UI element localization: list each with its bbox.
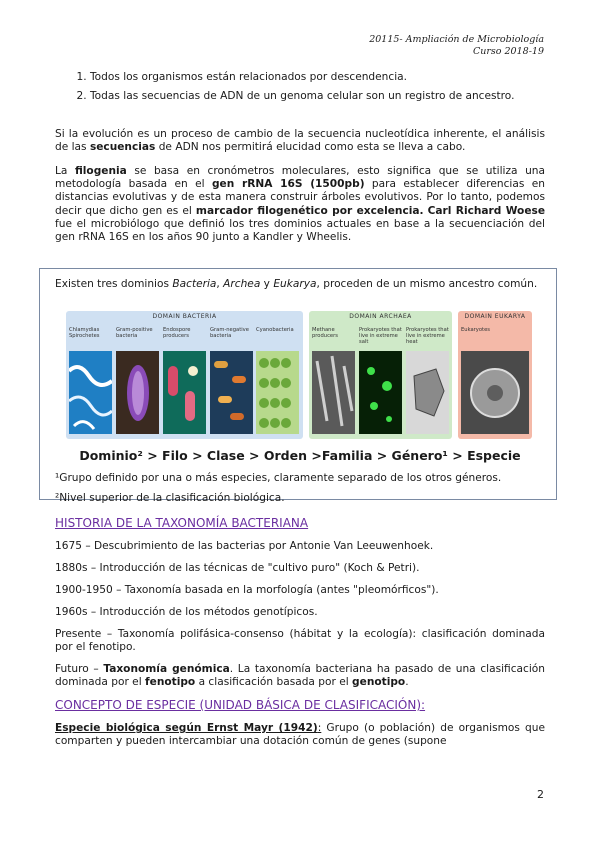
numbered-list — [55, 71, 545, 109]
eukaryote-micrograph — [461, 351, 529, 434]
paragraph-sequences — [55, 128, 545, 154]
extreme-heat-micrograph — [406, 351, 449, 434]
italic-run: Archea — [223, 278, 261, 290]
section-title-concepto: CONCEPTO DE ESPECIE (UNIDAD BÁSICA DE CLASIFICACIÓN): — [55, 698, 426, 712]
domains-intro — [55, 278, 545, 291]
archaea-label: Prokaryotes that live in extreme heat — [406, 327, 449, 345]
bold-run: Taxonomía genómica — [103, 663, 230, 675]
taxonomy-hierarchy: Dominio² > Filo > Clase > Orden >Familia > Género¹ > Especie — [79, 448, 521, 463]
text-run: , proceden de un mismo ancestro común. — [316, 278, 538, 290]
bold-run: marcador filogenético por excelencia. — [195, 204, 424, 217]
domain-eukarya-panel — [458, 311, 532, 439]
domain-eukarya-title: DOMAIN EUKARYA — [464, 313, 526, 320]
bacteria-label: Chlamydias Spirochetes — [69, 327, 100, 339]
text-run: : — [317, 722, 322, 734]
domain-bacteria-panel — [66, 311, 303, 439]
text-run: La — [55, 165, 75, 177]
paragraph-filogenia — [55, 165, 545, 244]
domain-archaea-title: DOMAIN ARCHAEA — [349, 313, 412, 320]
history-item: 1900-1950 – Taxonomía basada en la morfología (antes "pleomórficos"). — [55, 584, 439, 596]
gram-positive-micrograph — [116, 351, 159, 434]
italic-run: Bacteria — [172, 278, 217, 290]
bacteria-label: Cyanobacteria — [256, 327, 294, 333]
methane-producers-micrograph — [312, 351, 355, 434]
footnote-genus: ¹Grupo definido por una o más especies, claramente separado de los otros géneros. — [55, 472, 502, 484]
history-future — [55, 663, 545, 689]
bold-run: fenotipo — [145, 676, 196, 689]
header-course-name: 20115- Ampliación de Microbiología — [369, 34, 544, 45]
domain-archaea-panel — [309, 311, 452, 439]
text-run: a clasificación basada por el — [195, 676, 353, 689]
bacteria-label: Gram-negative bacteria — [210, 327, 249, 339]
bold-run: Especie biológica según Ernst Mayr (1942) — [55, 722, 318, 734]
text-run: Futuro – — [55, 663, 104, 675]
list-item: 1. Todos los organismos están relacionados por descendencia. — [90, 71, 545, 84]
page-header — [369, 34, 544, 58]
history-item: 1675 – Descubrimiento de las bacterias por Antonie Van Leeuwenhoek. — [55, 540, 434, 552]
domain-bacteria-title: DOMAIN BACTERIA — [152, 313, 217, 320]
text-run: . La taxonomía bacteriana ha pasado de una clasificación dominada por el — [55, 663, 546, 689]
text-run: Si la evolución es un proceso de cambio de la secuencia nucleotídica inherente, el análisis de las — [55, 128, 545, 154]
text-run: para establecer diferencias en distancias evolutivas y de esta manera construir árboles evolutivos. Por lo tanto, podemos decir que dicho gen es el — [55, 178, 545, 217]
list-item: 2. Todas las secuencias de ADN de un genoma celular son un registro de ancestro. — [90, 90, 545, 103]
history-item: 1880s – Introducción de las técnicas de "cultivo puro" (Koch & Petri). — [55, 562, 420, 574]
text-run: y — [260, 278, 274, 290]
page-number: 2 — [537, 788, 544, 801]
history-item: 1960s – Introducción de los métodos genotípicos. — [55, 606, 318, 618]
text-run: Existen tres dominios — [55, 278, 173, 290]
gram-negative-micrograph — [210, 351, 253, 434]
history-item: Presente – Taxonomía polifásica-consenso (hábitat y la ecología): clasificación dominada por el fenotipo. — [55, 628, 545, 654]
text-run: . — [405, 676, 409, 689]
section-title-historia: HISTORIA DE LA TAXONOMÍA BACTERIANA — [55, 516, 309, 530]
bold-run: gen rRNA 16S (1500pb) — [211, 178, 365, 191]
endospore-micrograph — [163, 351, 206, 434]
species-definition — [55, 722, 545, 748]
header-course-year: Curso 2018-19 — [472, 46, 544, 57]
text-run: de ADN nos permitirá elucidad como esta se lleva a cabo. — [155, 141, 466, 154]
bold-run: filogenia — [74, 165, 127, 177]
footnote-domain: ²Nivel superior de la clasificación biológica. — [55, 492, 285, 504]
cyanobacteria-micrograph — [256, 351, 299, 434]
italic-run: Eukarya — [273, 278, 317, 290]
eukarya-label: Eukaryotes — [461, 327, 490, 333]
bacteria-label: Gram-positive bacteria — [116, 327, 153, 339]
extreme-salt-micrograph — [359, 351, 402, 434]
text-run: Grupo (o población) de organismos que comparten y pueden intercambiar una dotación común de genes (supone — [55, 722, 545, 748]
chlamydias-micrograph — [69, 351, 112, 434]
bacteria-label: Endospore producers — [163, 327, 191, 339]
archaea-label: Methane producers — [312, 327, 338, 339]
text-run: , — [216, 278, 224, 290]
bold-run: Carl Richard Woese — [427, 204, 546, 217]
bold-run: genotipo — [352, 676, 406, 689]
text-run: se basa en cronómetros moleculares, esto significa que se utiliza una metodología basada en el — [55, 165, 545, 191]
archaea-label: Prokaryotes that live in extreme salt — [359, 327, 402, 345]
text-run: fue el microbiólogo que definió los tres dominios actuales en base a la secuenciación del gen rRNA 16S en los años 90 junto a Kandler y Wheelis. — [55, 217, 545, 244]
bold-run: secuencias — [89, 141, 156, 154]
